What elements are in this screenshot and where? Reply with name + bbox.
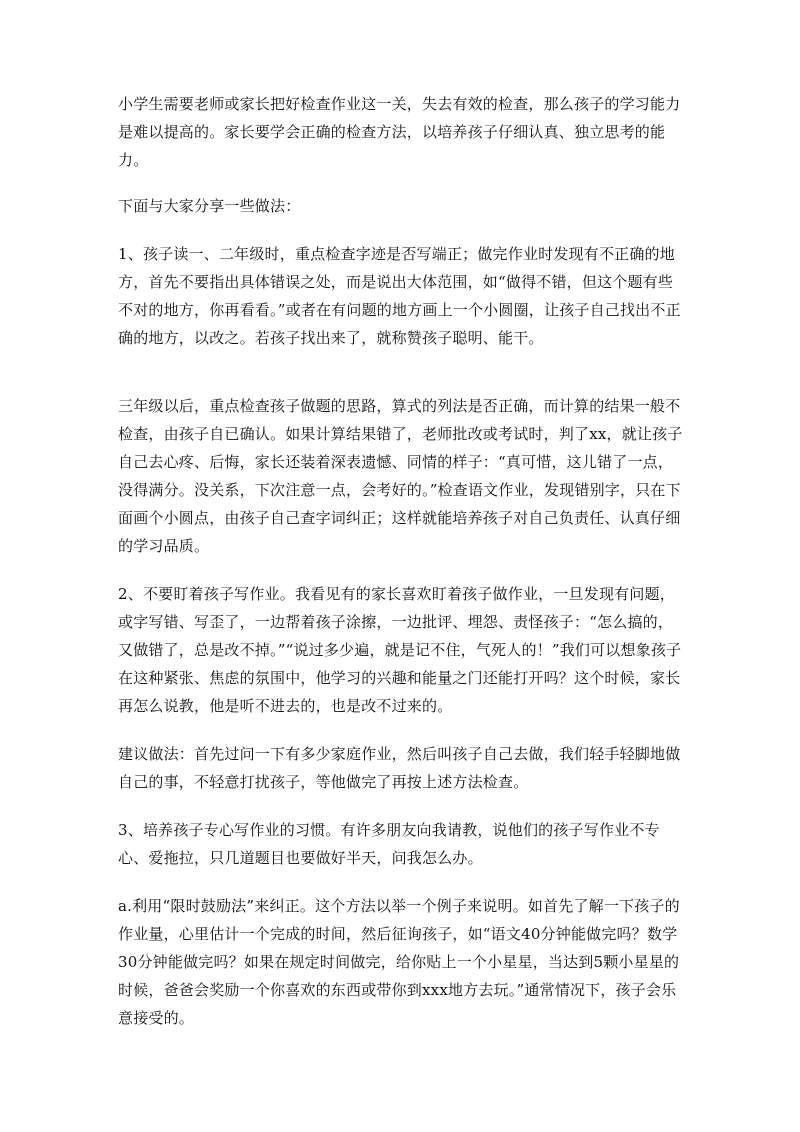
method-3-paragraph: 3、培养孩子专心写作业的习惯。有许多朋友向我请教，说他们的孩子写作业不专心、爱拖拉，只几道题目也要做好半天，问我怎么办。 — [118, 821, 660, 867]
intro-paragraph: 小学生需要老师或家长把好检查作业这一关，失去有效的检查，那么孩子的学习能力是难以提高的。家长要学会正确的检查方法，以培养孩子仔细认真、独立思考的能力。 — [118, 95, 681, 169]
grade-3-paragraph: 三年级以后，重点检查孩子做题的思路，算式的列法是否正确，而计算的结果一般不检查，由孩子自已确认。如果计算结果错了，老师批改或考试时，判了xx，就让孩子自己去心疼、后悔，家长还装着深表遗憾、同情的样子：“真可惜，这儿错了一点，没得满分。没关系，下次注意一点，会考好的。”检查语文作业，发现错别字，只在下面画个小圆点，由孩子自己查字词纠正；这样就能培养孩子对自己负责任、认真仔细的学习品质。 — [118, 397, 683, 555]
method-3a-paragraph: a.利用“限时鼓励法”来纠正。这个方法以举一个例子来说明。如首先了解一下孩子的作业量，心里估计一个完成的时间，然后征询孩子，如“语文40分钟能做完吗？数学30分钟能做完吗？如果在规定时间做完，给你贴上一个小星星，当达到5颗小星星的时候，爸爸会奖励一个你喜欢的东西或带你到xxx地方去玩。”通常情况下，孩子会乐意接受的。 — [118, 897, 680, 1027]
suggestion-paragraph: 建议做法：首先过问一下有多少家庭作业，然后叫孩子自己去做，我们轻手轻脚地做自己的事，不轻意打扰孩子，等他做完了再按上述方法检查。 — [118, 745, 681, 791]
method-1-paragraph: 1、孩子读一、二年级时，重点检查字迹是否写端正；做完作业时发现有不正确的地方，首先不要指出具体错误之处，而是说出大体范围，如“做得不错，但这个题有些不对的地方，你再看看。”或者在有问题的地方画上一个小圆圈，让孩子自己找出不正确的地方，以改之。若孩子找出来了，就称赞孩子聪明、能干。 — [118, 245, 681, 347]
methods-intro-paragraph: 下面与大家分享一些做法： — [118, 197, 301, 215]
method-2-paragraph: 2、不要盯着孩子写作业。我看见有的家长喜欢盯着孩子做作业，一旦发现有问题，或字写错、写歪了，一边帮着孩子涂擦，一边批评、埋怨、责怪孩子：“怎么搞的，又做错了，总是改不掉。”“说过多少遍，就是记不住，气死人的！”我们可以想象孩子在这种紧张、焦虑的氛围中，他学习的兴趣和能量之门还能打开吗？这个时候，家长再怎么说教，他是听不进去的，也是改不过来的。 — [118, 585, 682, 715]
document-body — [118, 90, 684, 1032]
